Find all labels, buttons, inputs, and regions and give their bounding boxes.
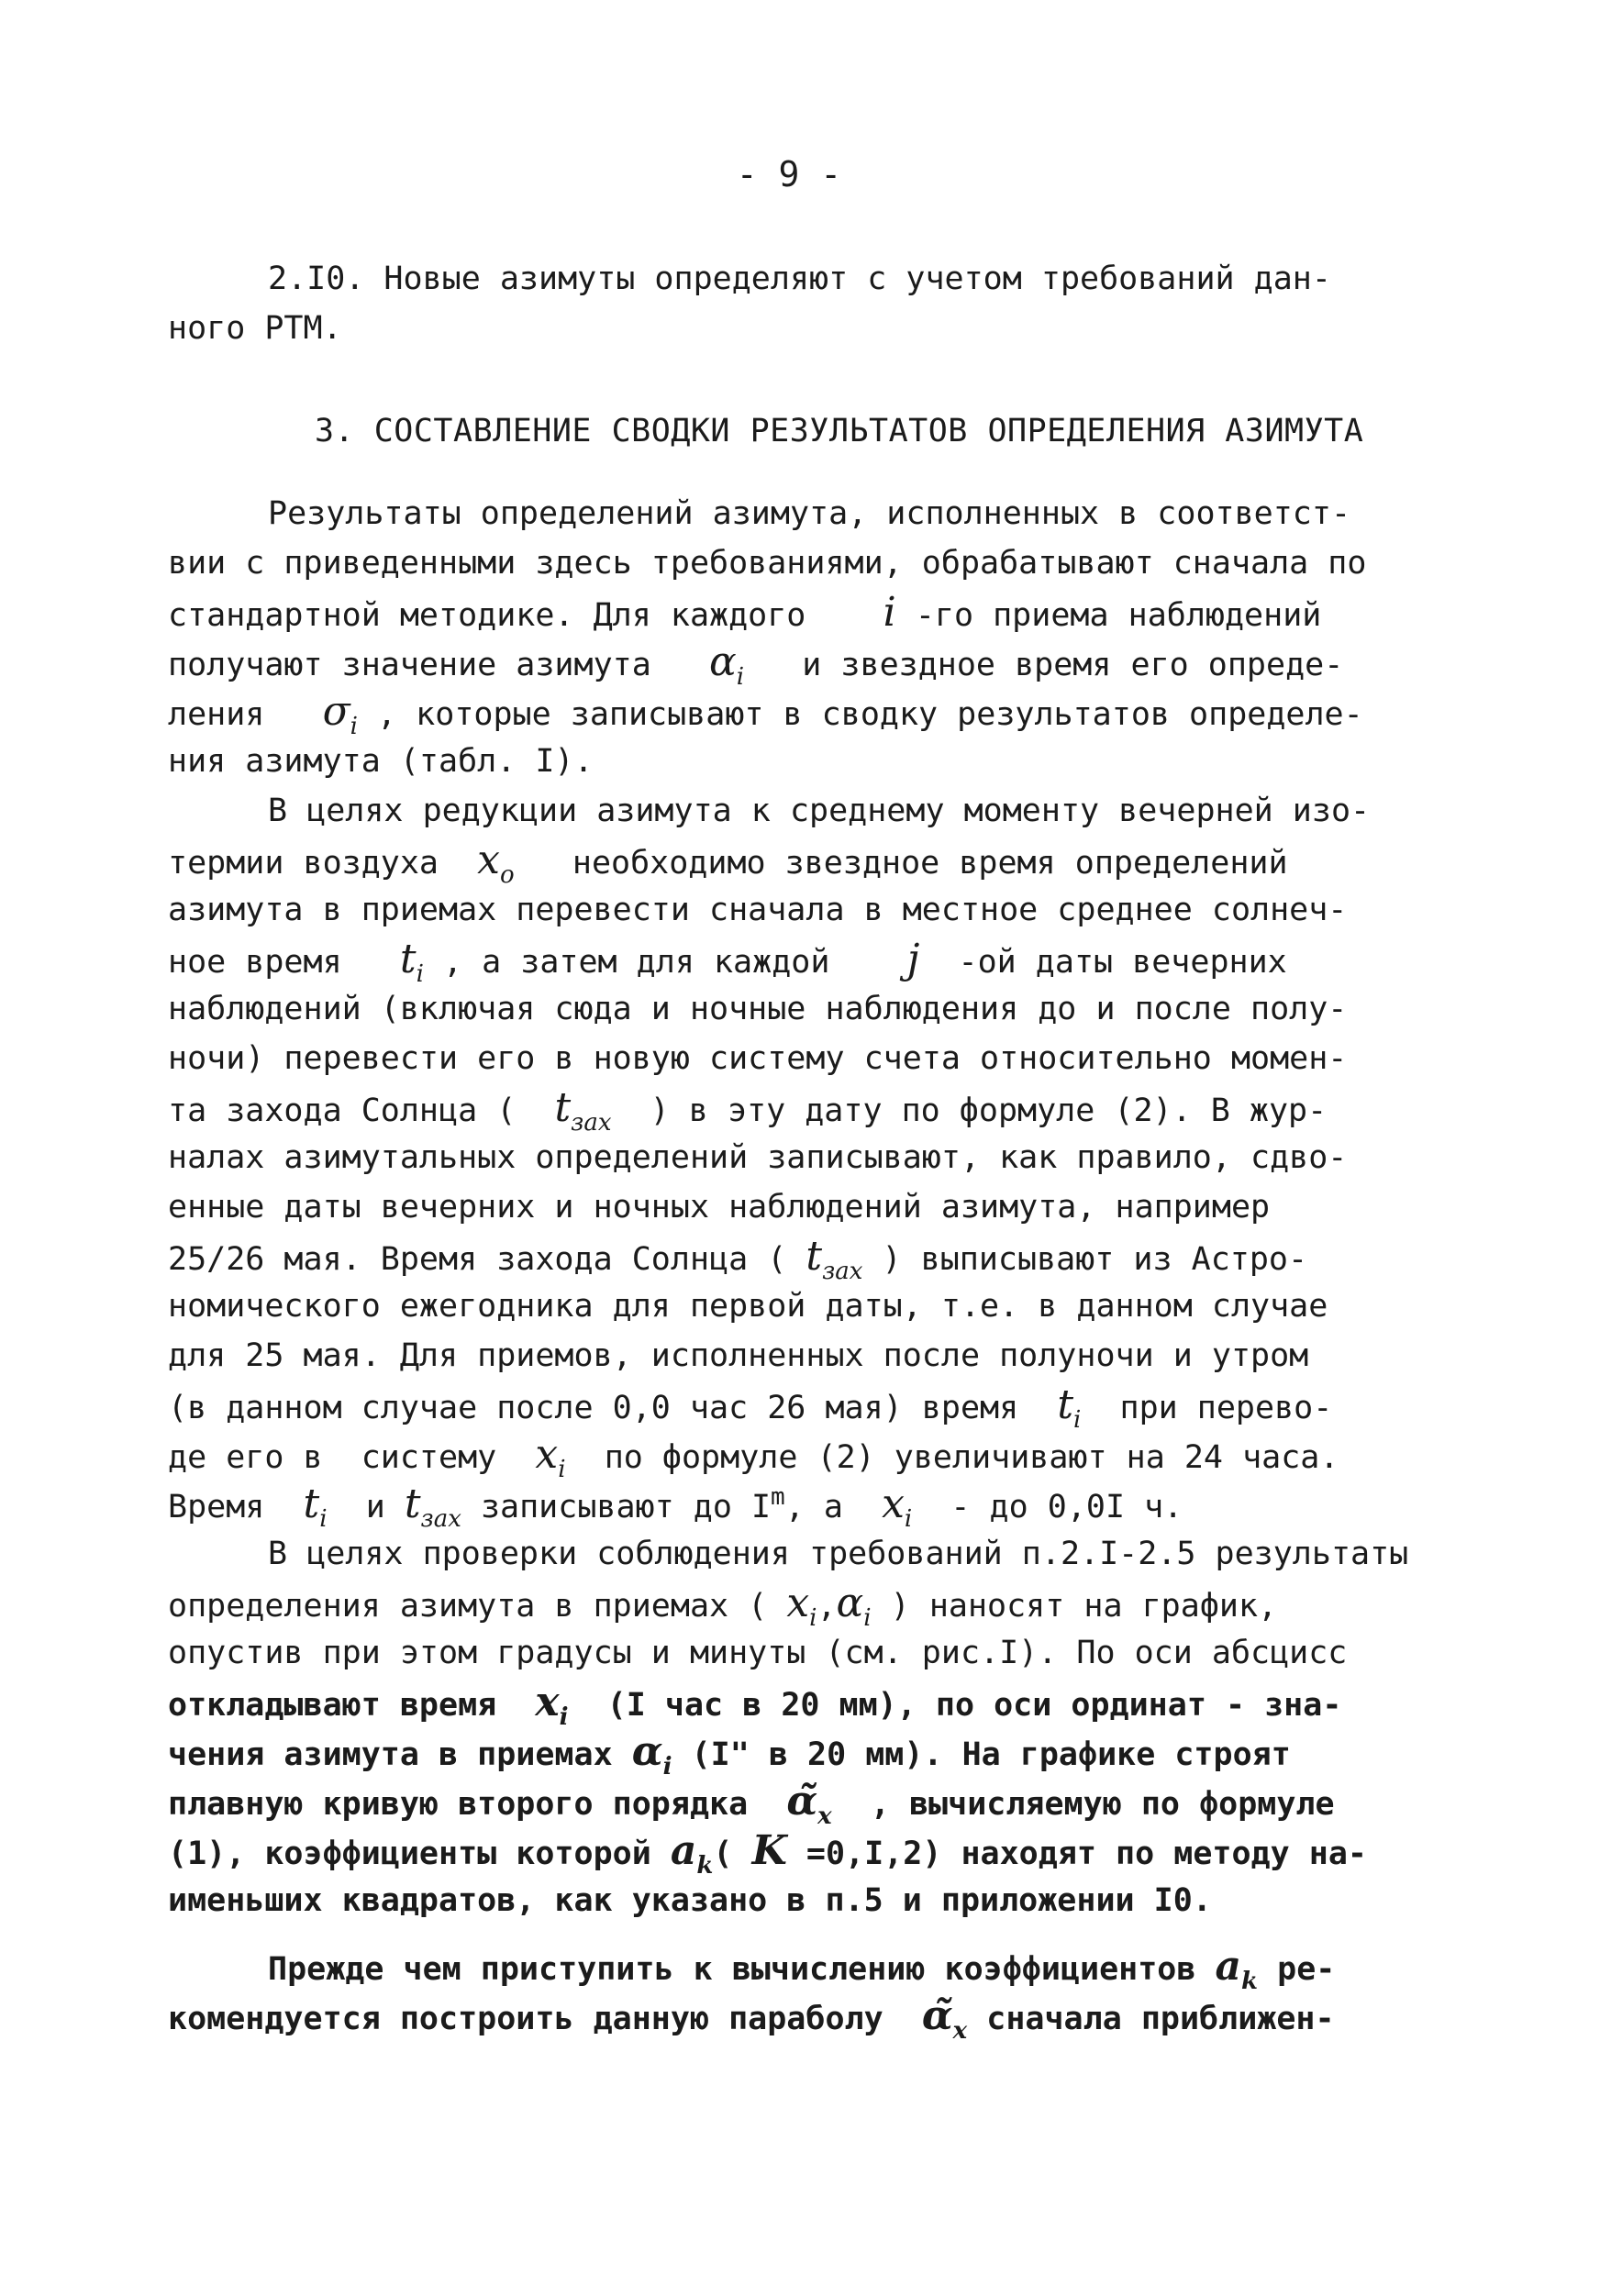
j-symbol: j — [906, 936, 920, 982]
text-line: для 25 мая. Для приемов, исполненных после полуночи и утром — [168, 1337, 1309, 1374]
text-line: ночи) перевести его в новую систему счета относительно момен- — [168, 1040, 1348, 1077]
t-symbol: t — [1057, 1381, 1074, 1428]
alpha-tilde-symbol: α̃ — [786, 1778, 818, 1825]
sigma-symbol: σ — [322, 688, 350, 735]
text-line: наблюдений (включая сюда и ночные наблюдения до и после полу- — [168, 991, 1348, 1027]
text-line: термии воздуха $x_o$ необходимо звездное время определений — [168, 837, 1288, 889]
x-symbol: x — [535, 1679, 560, 1725]
text-line: енные даты вечерних и ночных наблюдений азимута, например — [168, 1189, 1271, 1226]
text-line: ного РТМ. — [168, 310, 342, 347]
text-line: номического ежегодника для первой даты, т.е. в данном случае — [168, 1288, 1328, 1325]
a-symbol: a — [670, 1827, 697, 1874]
x-symbol: x — [882, 1481, 905, 1527]
x-symbol: x — [477, 837, 500, 883]
text-line: получают значение азимута $\alpha_i$ и звездное время его опреде- — [168, 638, 1344, 691]
text-line: ния азимута (табл. I). — [168, 743, 594, 780]
x-symbol: x — [535, 1431, 559, 1478]
t-symbol: t — [404, 1481, 421, 1527]
alpha-tilde-symbol: α̃ — [921, 1992, 953, 2039]
alpha-symbol: α — [631, 1728, 663, 1775]
text-line: (1), коэффициенты которой $a_k$( K =0,I,2) находят по методу на- — [168, 1827, 1367, 1880]
text-line: вии с приведенными здесь требованиями, обрабатывают сначала по — [168, 545, 1367, 582]
text-line: азимута в приемах перевести сначала в местное среднее солнеч- — [168, 892, 1348, 928]
text-line: Результаты определений азимута, исполненных в соответст- — [268, 495, 1351, 532]
index-symbol: i — [883, 589, 896, 636]
page-number: - 9 - — [736, 154, 842, 194]
text-line: В целях редукции азимута к среднему моменту вечерней изо- — [268, 793, 1371, 829]
k-symbol: K — [751, 1827, 787, 1874]
alpha-symbol: α — [836, 1580, 864, 1626]
text-line: опустив при этом градусы и минуты (см. рис.I). По оси абсцисс — [168, 1635, 1348, 1671]
text-line: де его в систему $x_i$ по формуле (2) увеличивают на 24 часа. — [168, 1431, 1339, 1483]
text-line: именьших квадратов, как указано в п.5 и приложении I0. — [168, 1882, 1212, 1919]
text-line: та захода Солнца ( $t_{зах}$ ) в эту дату по формуле (2). В жур- — [168, 1084, 1328, 1137]
text-line: Время $t_i$ и $t_{зах}$ записывают до $I^m$, а $x_i$ - до 0,0I ч. — [168, 1481, 1183, 1533]
text-line: ления $\sigma_i$ , которые записывают в сводку результатов определе- — [168, 688, 1363, 740]
text-line: ное время $t_i$ , а затем для каждой j -ой даты вечерних — [168, 936, 1287, 988]
text-line: В целях проверки соблюдения требований п.2.I-2.5 результаты — [268, 1536, 1409, 1572]
text-line: 25/26 мая. Время захода Солнца ( $t_{зах}$ ) выписывают из Астро- — [168, 1233, 1308, 1285]
t-symbol: t — [554, 1084, 572, 1131]
text-line: налах азимутальных определений записывают, как правило, сдво- — [168, 1139, 1348, 1176]
a-symbol: a — [1215, 1943, 1242, 1990]
text-line: Прежде чем приступить к вычислению коэффициентов $a_k$ ре- — [268, 1943, 1336, 1995]
text-line: чения азимута в приемах $\alpha_i$ (I" в 20 мм). На графике строят — [168, 1728, 1291, 1780]
text-line: 2.I0. Новые азимуты определяют с учетом требований дан- — [268, 261, 1331, 297]
text-line: откладывают время $x_i$ (I час в 20 мм), по оси ординат - зна- — [168, 1679, 1342, 1731]
t-symbol: t — [399, 936, 417, 982]
text-line: (в данном случае после 0,0 час 26 мая) время $t_i$ при перево- — [168, 1381, 1333, 1434]
text-line: комендуется построить данную параболу $\alphã_x$ сначала приближен- — [168, 1992, 1335, 2045]
x-symbol: x — [786, 1580, 810, 1626]
text-line: плавную кривую второго порядка $\alphã_x$ , вычисляемую по формуле — [168, 1778, 1335, 1830]
section-heading: 3. СОСТАВЛЕНИЕ СВОДКИ РЕЗУЛЬТАТОВ ОПРЕДЕЛЕНИЯ АЗИМУТА — [315, 413, 1364, 449]
t-symbol: t — [806, 1233, 823, 1280]
text-line: стандартной методике. Для каждого i -го приема наблюдений — [168, 589, 1322, 636]
text-line: определения азимута в приемах ( $x_i,\alpha_i$ ) наносят на график, — [168, 1580, 1278, 1632]
t-symbol: t — [303, 1481, 320, 1527]
alpha-symbol: α — [709, 638, 737, 685]
